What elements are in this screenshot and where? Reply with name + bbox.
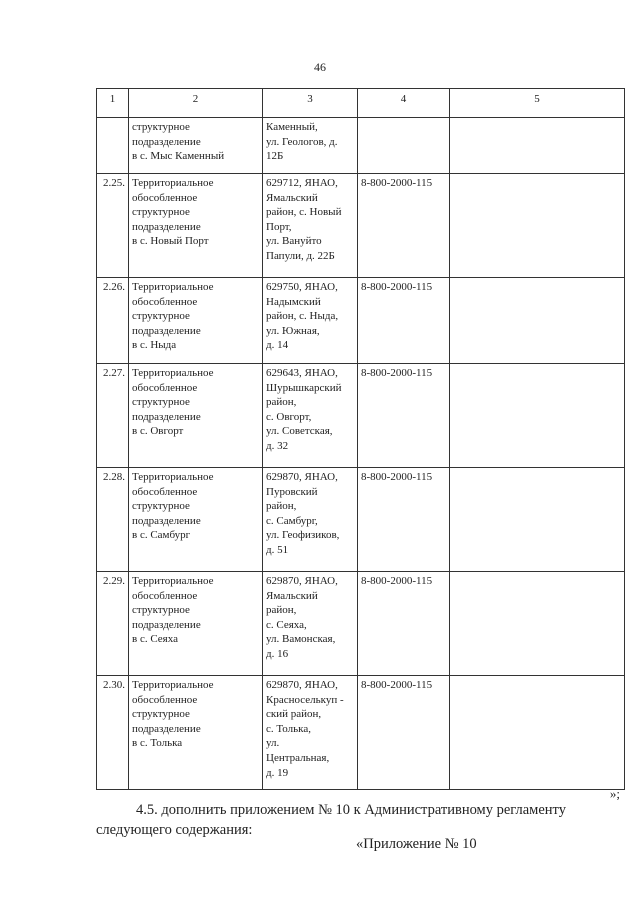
- empty-cell: [450, 174, 625, 278]
- empty-cell: [450, 118, 625, 174]
- column-header: 3: [263, 89, 358, 118]
- column-header: 1: [97, 89, 129, 118]
- subdivision-name: Территориальное обособленное структурное подразделение в с. Сеяха: [129, 572, 263, 676]
- address-cell: 629870, ЯНАО, Красноселькуп - ский район, с. Толька, ул. Центральная, д. 19: [263, 676, 358, 790]
- table-row: [97, 118, 625, 174]
- empty-cell: [450, 278, 625, 364]
- row-number: 2.25.: [97, 174, 129, 278]
- table-row: [97, 364, 625, 468]
- phone-cell: 8-800-2000-115: [358, 468, 450, 572]
- empty-cell: [450, 572, 625, 676]
- amendment-paragraph-continuation: следующего содержания:: [96, 822, 253, 838]
- address-cell: Каменный, ул. Геологов, д. 12Б: [263, 118, 358, 174]
- table-row: [97, 468, 625, 572]
- address-cell: 629712, ЯНАО, Ямальский район, с. Новый Порт, ул. Вануйто Папули, д. 22Б: [263, 174, 358, 278]
- phone-cell: 8-800-2000-115: [358, 174, 450, 278]
- subdivision-name: Территориальное обособленное структурное подразделение в с. Новый Порт: [129, 174, 263, 278]
- column-header: 5: [450, 89, 625, 118]
- address-cell: 629870, ЯНАО, Ямальский район, с. Сеяха, ул. Вамонская, д. 16: [263, 572, 358, 676]
- table-row: [97, 676, 625, 790]
- subdivision-name: Территориальное обособленное структурное подразделение в с. Самбург: [129, 468, 263, 572]
- table-header-row: [97, 89, 625, 118]
- phone-cell: 8-800-2000-115: [358, 572, 450, 676]
- phone-cell: 8-800-2000-115: [358, 676, 450, 790]
- empty-cell: [450, 468, 625, 572]
- appendix-heading: «Приложение № 10: [356, 836, 477, 852]
- row-number: 2.28.: [97, 468, 129, 572]
- column-header: 2: [129, 89, 263, 118]
- table-row: [97, 278, 625, 364]
- row-number: [97, 118, 129, 174]
- empty-cell: [450, 364, 625, 468]
- column-header: 4: [358, 89, 450, 118]
- table-row: [97, 572, 625, 676]
- row-number: 2.30.: [97, 676, 129, 790]
- closing-quote-mark: »;: [609, 786, 620, 801]
- address-cell: 629750, ЯНАО, Надымский район, с. Ныда, ул. Южная, д. 14: [263, 278, 358, 364]
- address-cell: 629643, ЯНАО, Шурышкарский район, с. Овгорт, ул. Советская, д. 32: [263, 364, 358, 468]
- services-table: [96, 88, 625, 790]
- row-number: 2.29.: [97, 572, 129, 676]
- table-row: [97, 174, 625, 278]
- empty-cell: [450, 676, 625, 790]
- subdivision-name: структурное подразделение в с. Мыс Каменный: [129, 118, 263, 174]
- row-number: 2.26.: [97, 278, 129, 364]
- amendment-paragraph: 4.5. дополнить приложением № 10 к Административному регламенту: [136, 802, 566, 818]
- subdivision-name: Территориальное обособленное структурное подразделение в с. Ныда: [129, 278, 263, 364]
- address-cell: 629870, ЯНАО, Пуровский район, с. Самбург, ул. Геофизиков, д. 51: [263, 468, 358, 572]
- subdivision-name: Территориальное обособленное структурное подразделение в с. Толька: [129, 676, 263, 790]
- phone-cell: 8-800-2000-115: [358, 278, 450, 364]
- row-number: 2.27.: [97, 364, 129, 468]
- phone-cell: 8-800-2000-115: [358, 364, 450, 468]
- page-number: 46: [314, 60, 326, 74]
- subdivision-name: Территориальное обособленное структурное подразделение в с. Овгорт: [129, 364, 263, 468]
- phone-cell: [358, 118, 450, 174]
